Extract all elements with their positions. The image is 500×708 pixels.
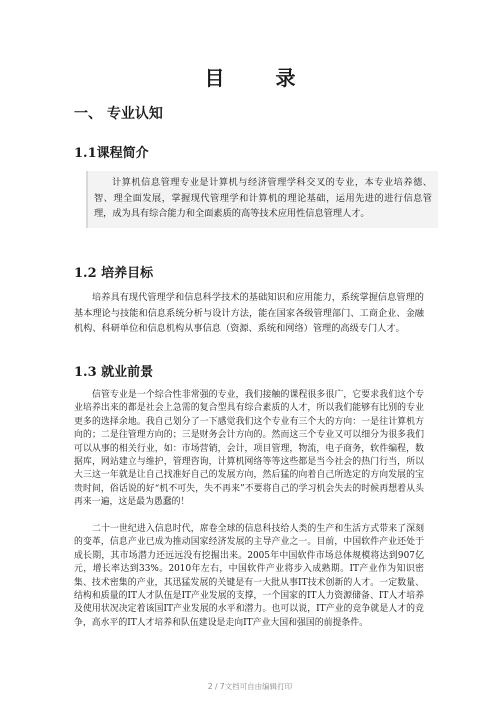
paragraph-training-goal: 培养具有现代管理学和信息科学技术的基础知识和应用能力，系统掌握信息管理的基本理论与技能和信息系统分析与设计方法，能在国家各级管理部门、工商企业、金融机构、科研单位和信息机构从事信息（资源、系统和网络）管理的高级专门人才。 <box>74 292 424 335</box>
paragraph-employment-2: 二十一世纪进入信息时代，席卷全球的信息科技给人类的生产和生活方式带来了深刻的变革，信息产业已成为推动国家经济发展的主导产业之一。目前，中国软件产业还处于成长期，其市场潜力还远远没有挖掘出来。2005年中国软件市场总体规模将达到907亿元，增长率达到33%。2010年左右，中国软件产业将步入成熟期。IT产业作为知识密集、技术密集的产业，其迅猛发展的关键是有一大批从事IT技术创新的人才。一定数量、结构和质量的IT人才队伍是IT产业发展的支撑，一个国家的IT人力资源储备、IT人才培养及使用状况决定着该国IT产业发展的水平和潜力。也可以说，IT产业的竞争就是人才的竞争，高水平的IT人才培养和队伍建设是走向IT产业大国和强国的前提条件。 <box>74 524 424 628</box>
heading-training-goal: 1.2 培养目标 <box>74 266 154 281</box>
page-title: 目 录 <box>204 66 318 90</box>
section-heading-professional-knowledge: 一、 专业认知 <box>74 106 163 122</box>
heading-employment-prospects: 1.3 就业前景 <box>74 365 154 380</box>
heading-course-intro: 1.1课程简介 <box>74 146 149 161</box>
paragraph-course-intro: 计算机信息管理专业是计算机与经济管理学科交叉的专业，本专业培养德、智、理全面发展，掌握现代管理学和计算机的理论基础，运用先进的进行信息管理，成为具有综合能力和全面素质的高等技术应用性信息管理人才。 <box>86 171 438 228</box>
page-footer: 2 / 7文档可自由编辑打印 <box>207 682 293 691</box>
paragraph-employment-1: 信管专业是一个综合性非常强的专业，我们接触的课程很多很广，它要求我们这个专业培养出来的都是社会上急需的复合型具有综合素质的人才，所以我们能够有比别的专业更多的选择余地。我自己划分了一下感觉我们这个专业有三个大的方向：一是往计算机方向的；二是往管理方向的；三是财务会计方向的。然而这三个专业又可以细分为很多我们可以从事的相关行业，如：市场营销，会计，项目管理，物流，电子商务，软件编程，数据库，网站建立与维护，管理咨询，计算机网络等等这些都是当今社会的热门行当，所以大三这一年就是让自己找准好自己的发展方向，然后猛的向着自己所选定的方向发展的宝贵时间，俗话说的好“机不可失，失不再来”不要将自己的学习机会失去的时候再想着从头再来一遍，这是最为愚蠢的！ <box>74 390 424 508</box>
